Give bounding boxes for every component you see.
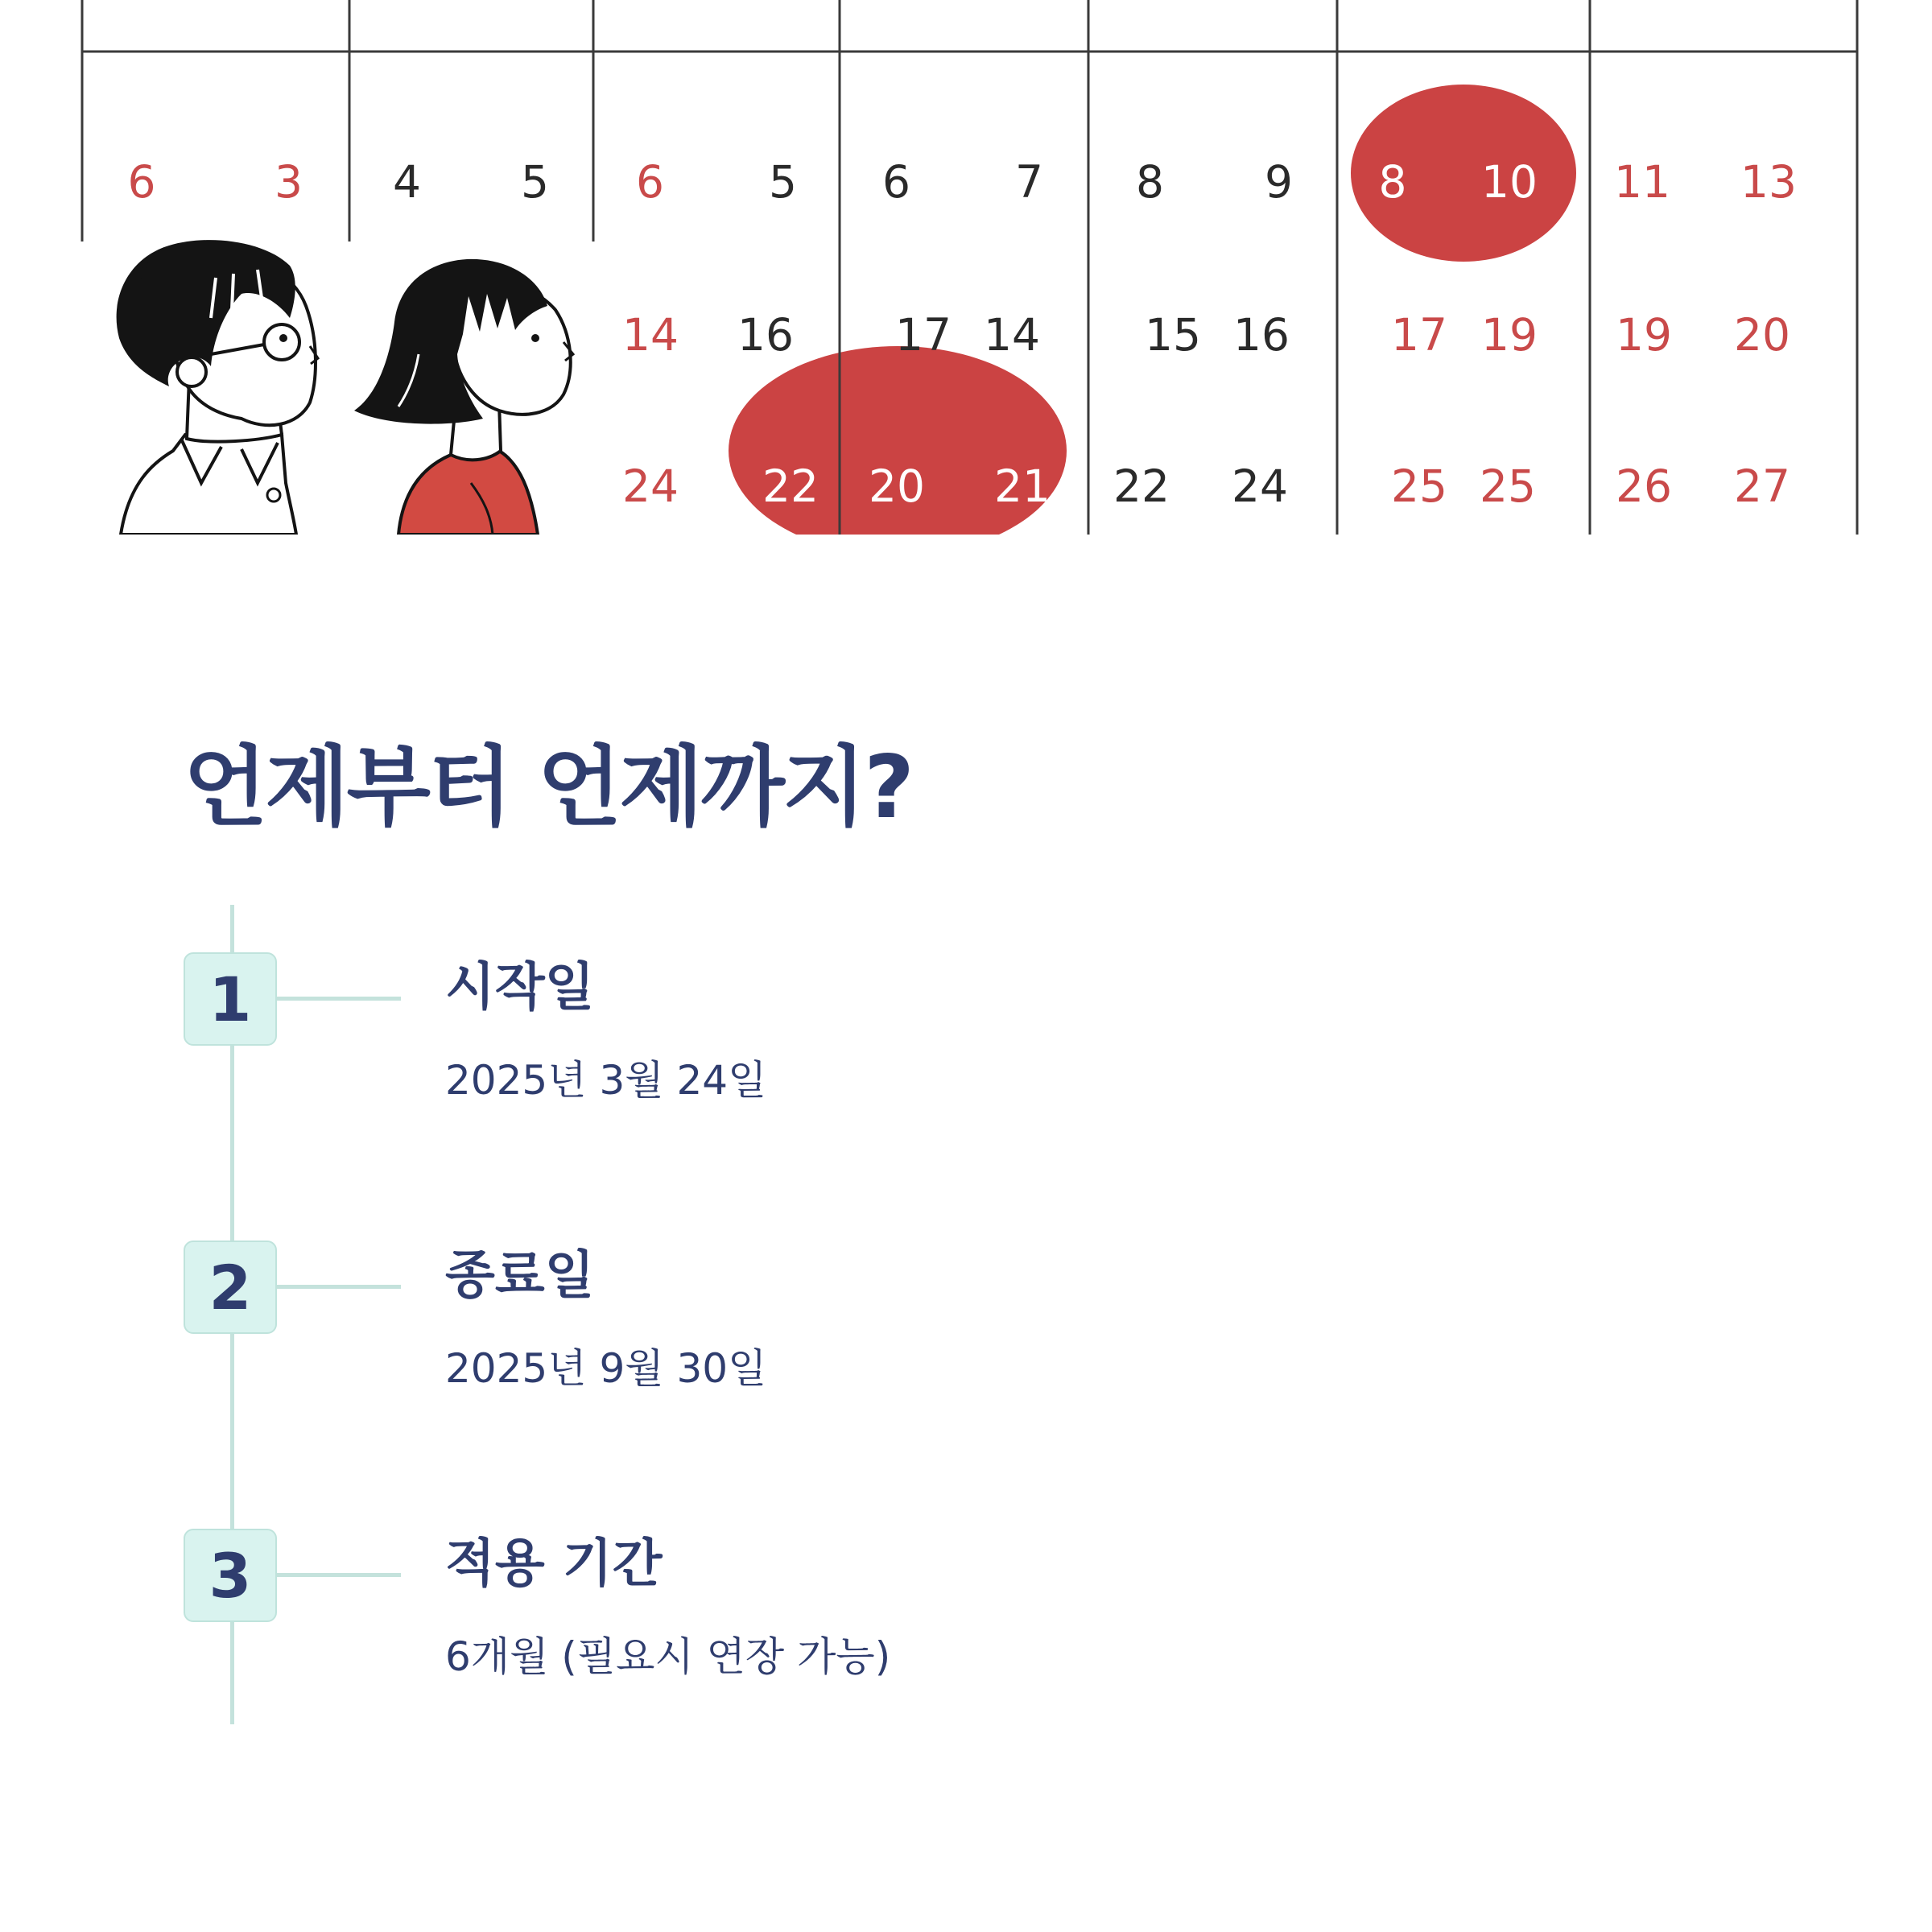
calendar-day-number: 19 — [1616, 309, 1672, 361]
calendar-day-number: 16 — [1233, 309, 1290, 361]
calendar-day-number: 6 — [882, 156, 910, 208]
step-1-title: 시작일 — [445, 958, 595, 1018]
calendar-day-number: 10 — [1481, 156, 1538, 208]
calendar-day-number: 19 — [1481, 309, 1538, 361]
calendar-day-number: 6 — [636, 156, 664, 208]
calendar-day-number: 20 — [1734, 309, 1790, 361]
calendar-day-number: 3 — [275, 156, 303, 208]
calendar-day-number: 15 — [1145, 309, 1201, 361]
step-1-connector — [277, 997, 401, 1001]
calendar-day-number: 5 — [769, 156, 797, 208]
calendar-day-number: 26 — [1616, 460, 1672, 512]
calendar-day-number: 22 — [762, 460, 819, 512]
calendar-day-number: 9 — [1265, 156, 1293, 208]
calendar-day-number: 24 — [1232, 460, 1288, 512]
step-2-detail: 2025년 9월 30일 — [445, 1345, 767, 1392]
calendar-day-number: 24 — [622, 460, 679, 512]
step-2-title: 종료일 — [445, 1246, 595, 1306]
step-2-marker: 2 — [184, 1241, 277, 1334]
calendar-day-number: 11 — [1614, 156, 1670, 208]
step-1-detail: 2025년 3월 24일 — [445, 1057, 767, 1104]
calendar-day-number: 17 — [1391, 309, 1447, 361]
calendar-day-number: 16 — [737, 309, 794, 361]
step-3-detail: 6개월 (필요시 연장 가능) — [445, 1633, 891, 1680]
calendar-day-number: 8 — [1378, 156, 1407, 208]
calendar-day-number: 22 — [1113, 460, 1170, 512]
step-3-title: 적용 기간 — [445, 1534, 663, 1594]
calendar-day-number: 4 — [393, 156, 421, 208]
section-title: 언제부터 언제까지? — [184, 737, 912, 838]
step-3-marker: 3 — [184, 1529, 277, 1622]
calendar-day-number: 21 — [994, 460, 1051, 512]
calendar-day-number: 25 — [1480, 460, 1536, 512]
calendar-day-number: 13 — [1740, 156, 1797, 208]
step-1-marker: 1 — [184, 952, 277, 1046]
calendar-day-number: 5 — [521, 156, 549, 208]
calendar-day-number: 7 — [1015, 156, 1043, 208]
calendar-day-number: 8 — [1136, 156, 1164, 208]
calendar-day-number: 14 — [622, 309, 679, 361]
calendar-day-number: 20 — [869, 460, 925, 512]
step-3-connector — [277, 1573, 401, 1577]
calendar-day-number: 25 — [1391, 460, 1447, 512]
step-2-connector — [277, 1285, 401, 1289]
calendar-day-number: 17 — [895, 309, 952, 361]
calendar-day-number: 14 — [984, 309, 1040, 361]
calendar-day-number: 6 — [127, 156, 156, 208]
calendar-day-number: 27 — [1734, 460, 1790, 512]
